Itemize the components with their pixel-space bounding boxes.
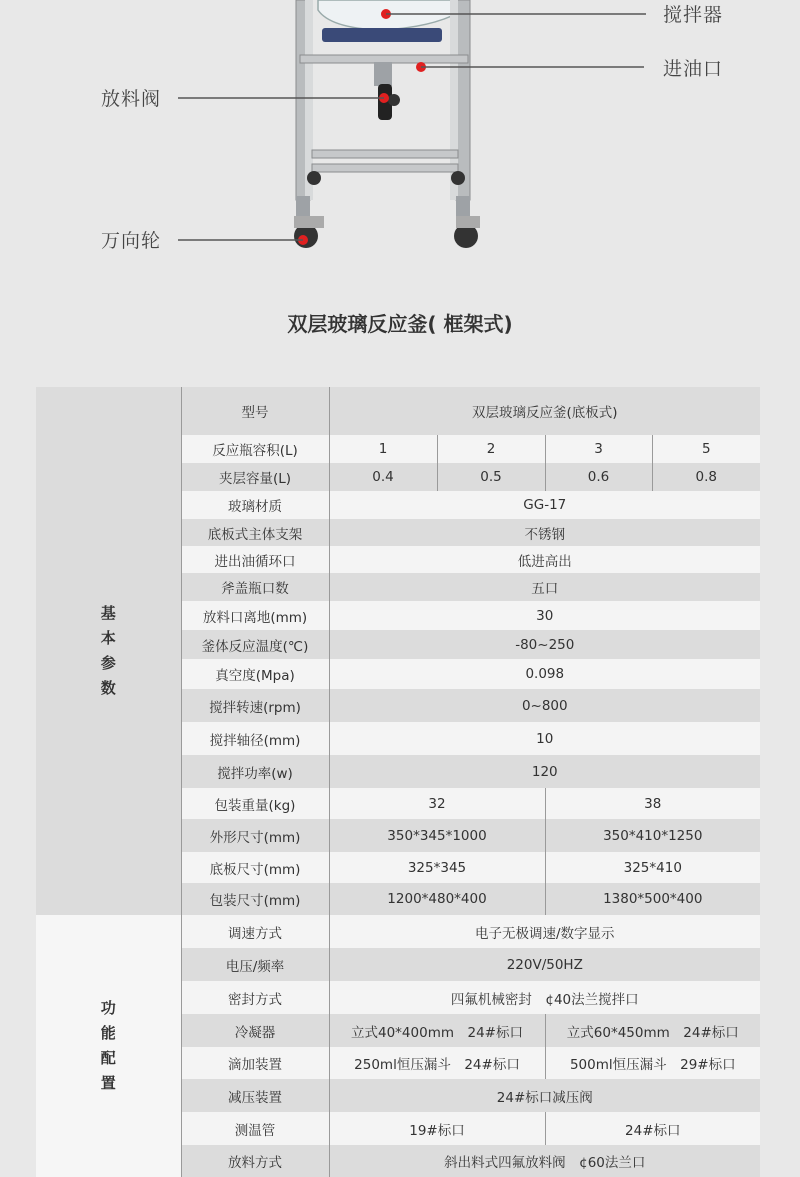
section-function-char: 功 [100,999,116,1017]
row-value: 斜出料式四氟放料阀 ¢60法兰口 [329,1145,760,1177]
row-label: 进出油循环口 [181,546,329,573]
header-value: 双层玻璃反应釜(底板式) [329,387,760,435]
row-label: 放料口离地(mm) [181,601,329,630]
row-value: 0~800 [329,689,760,722]
row-value: 3 [545,435,652,463]
row-value: 立式40*400mm 24#标口 [329,1014,545,1047]
section-function-char: 配 [100,1049,116,1067]
row-label: 釜体反应温度(℃) [181,630,329,659]
row-value: 电子无极调速/数字显示 [329,915,760,948]
row-value: 1380*500*400 [545,883,760,915]
row-label: 滴加装置 [181,1047,329,1079]
callout-caster: 万向轮 [101,230,162,252]
row-value: 10 [329,722,760,755]
spec-table [36,387,760,1177]
row-value: 2 [437,435,545,463]
row-value: 30 [329,601,760,630]
row-label: 包装重量(kg) [181,788,329,819]
row-label: 底板尺寸(mm) [181,852,329,883]
table-header-row [36,387,760,435]
row-label: 调速方式 [181,915,329,948]
row-value: 0.098 [329,659,760,689]
row-value: 24#标口减压阀 [329,1079,760,1112]
row-value: GG-17 [329,491,760,519]
row-value: 24#标口 [545,1112,760,1145]
row-label: 减压装置 [181,1079,329,1112]
row-value: 0.4 [329,463,437,491]
row-label: 放料方式 [181,1145,329,1177]
callout-drain-valve: 放料阀 [101,88,162,110]
row-value: 不锈钢 [329,519,760,546]
row-label: 电压/频率 [181,948,329,981]
row-label: 搅拌功率(w) [181,755,329,788]
row-label: 斧盖瓶口数 [181,573,329,601]
spec-table-body [36,387,760,1177]
row-value: 0.8 [652,463,760,491]
row-value: 120 [329,755,760,788]
row-value: 低进高出 [329,546,760,573]
section-basic [36,387,181,915]
row-label: 真空度(Mpa) [181,659,329,689]
row-value: 325*345 [329,852,545,883]
row-value: 500ml恒压漏斗 29#标口 [545,1047,760,1079]
row-value: 四氟机械密封 ¢40法兰搅拌口 [329,981,760,1014]
row-value: 350*345*1000 [329,819,545,852]
row-label: 搅拌轴径(mm) [181,722,329,755]
row-label: 密封方式 [181,981,329,1014]
row-value: 五口 [329,573,760,601]
row-label: 夹层容量(L) [181,463,329,491]
section-function [36,915,181,1177]
section-basic-char: 参 [100,654,116,672]
row-value: 220V/50HZ [329,948,760,981]
row-label: 外形尺寸(mm) [181,819,329,852]
row-value: 19#标口 [329,1112,545,1145]
row-value: 0.6 [545,463,652,491]
section-basic-char: 本 [100,629,116,647]
row-value: 1 [329,435,437,463]
row-label: 底板式主体支架 [181,519,329,546]
section-function-char: 能 [100,1024,116,1042]
row-label: 玻璃材质 [181,491,329,519]
row-value: -80~250 [329,630,760,659]
row-value: 38 [545,788,760,819]
header-label: 型号 [181,387,329,435]
row-label: 测温管 [181,1112,329,1145]
page-title: 双层玻璃反应釜( 框架式) [287,312,513,336]
section-function-char: 置 [100,1074,116,1092]
row-label: 搅拌转速(rpm) [181,689,329,722]
row-label: 冷凝器 [181,1014,329,1047]
row-value: 350*410*1250 [545,819,760,852]
table-row [36,915,760,948]
section-basic-char: 数 [100,679,116,697]
row-value: 0.5 [437,463,545,491]
row-label: 包装尺寸(mm) [181,883,329,915]
row-value: 250ml恒压漏斗 24#标口 [329,1047,545,1079]
row-value: 325*410 [545,852,760,883]
row-value: 5 [652,435,760,463]
row-label: 反应瓶容积(L) [181,435,329,463]
row-value: 1200*480*400 [329,883,545,915]
callout-oil-inlet: 进油口 [663,58,724,80]
callout-stirrer: 搅拌器 [663,4,724,26]
row-value: 立式60*450mm 24#标口 [545,1014,760,1047]
row-value: 32 [329,788,545,819]
section-basic-char: 基 [100,604,116,622]
